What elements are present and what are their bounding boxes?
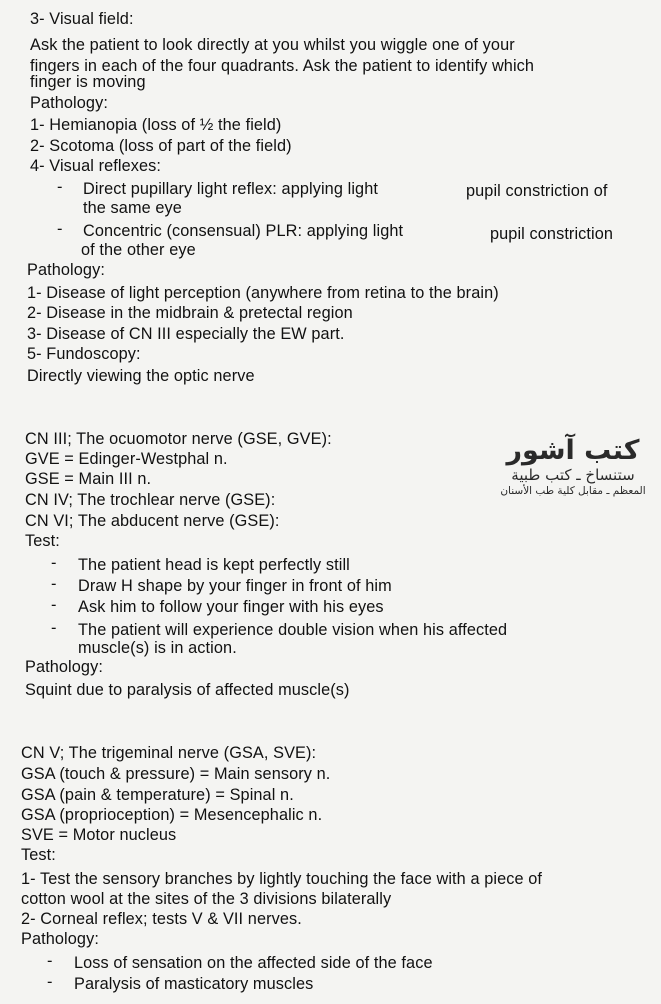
visual-field-instruction-line-3: finger is moving — [30, 73, 146, 91]
stamp-line-3: المعظم ـ مقابل كلية طب الأسنان — [500, 485, 646, 497]
cn6-heading: CN VI; The abducent nerve (GSE): — [25, 512, 280, 530]
trigeminal-pathology-1: Loss of sensation on the affected side of the face — [74, 954, 433, 972]
cn5-heading: CN V; The trigeminal nerve (GSA, SVE): — [21, 744, 317, 762]
visual-field-heading: 3- Visual field: — [30, 10, 134, 28]
oculomotor-test-2: Draw H shape by your finger in front of him — [78, 577, 392, 595]
cn3-gve: GVE = Edinger-Westphal n. — [25, 450, 228, 468]
visual-reflexes-pathology-3: 3- Disease of CN III especially the EW part. — [27, 325, 345, 343]
oculomotor-test-4: The patient will experience double vision when his affected — [78, 621, 508, 639]
oculomotor-test-4-cont: muscle(s) is in action. — [78, 639, 237, 657]
stamp-line-2: ستنساخ ـ كتب طبية — [511, 466, 635, 484]
trigeminal-test-label: Test: — [21, 846, 56, 864]
trigeminal-pathology-label: Pathology: — [21, 930, 99, 948]
visual-reflexes-pathology-label: Pathology: — [27, 261, 105, 279]
visual-reflexes-heading: 4- Visual reflexes: — [30, 157, 162, 175]
stamp-line-1: كتب آشور — [506, 435, 640, 466]
fundoscopy-heading: 5- Fundoscopy: — [27, 345, 141, 363]
bullet-dash: - — [51, 619, 57, 637]
direct-reflex-text-cont: the same eye — [83, 199, 182, 217]
oculomotor-test-label: Test: — [25, 532, 60, 550]
oculomotor-pathology-text: Squint due to paralysis of affected muscle(s) — [25, 681, 350, 699]
visual-field-pathology-label: Pathology: — [30, 94, 108, 112]
cn3-heading: CN III; The ocuomotor nerve (GSE, GVE): — [25, 430, 332, 448]
fundoscopy-text: Directly viewing the optic nerve — [27, 367, 255, 385]
cn5-gsa-proprioception: GSA (proprioception) = Mesencephalic n. — [21, 806, 323, 824]
bookshop-stamp — [488, 436, 658, 508]
consensual-reflex-result: pupil constriction — [490, 225, 614, 243]
visual-reflexes-pathology-2: 2- Disease in the midbrain & pretectal region — [27, 304, 353, 322]
bullet-dash: - — [51, 596, 57, 614]
oculomotor-pathology-label: Pathology: — [25, 658, 103, 676]
bullet-dash: - — [51, 575, 57, 593]
visual-field-instruction-line-1: Ask the patient to look directly at you whilst you wiggle one of your — [30, 36, 515, 54]
trigeminal-test-2: 2- Corneal reflex; tests V & VII nerves. — [21, 910, 302, 928]
trigeminal-test-1-cont: cotton wool at the sites of the 3 divisions bilaterally — [21, 890, 392, 908]
cn3-gse: GSE = Main III n. — [25, 470, 152, 488]
trigeminal-pathology-2: Paralysis of masticatory muscles — [74, 975, 314, 993]
cn5-gsa-pain: GSA (pain & temperature) = Spinal n. — [21, 786, 294, 804]
visual-field-pathology-1: 1- Hemianopia (loss of ½ the field) — [30, 116, 282, 134]
consensual-reflex-text: Concentric (consensual) PLR: applying light — [83, 222, 404, 240]
trigeminal-test-1: 1- Test the sensory branches by lightly touching the face with a piece of — [21, 870, 543, 888]
oculomotor-test-1: The patient head is kept perfectly still — [78, 556, 350, 574]
bullet-dash: - — [47, 952, 53, 970]
bullet-dash: - — [57, 220, 63, 238]
direct-reflex-text: Direct pupillary light reflex: applying light — [83, 180, 378, 198]
bullet-dash: - — [51, 554, 57, 572]
bullet-dash: - — [57, 178, 63, 196]
cn5-sve: SVE = Motor nucleus — [21, 826, 177, 844]
direct-reflex-result: pupil constriction of — [466, 182, 608, 200]
oculomotor-test-3: Ask him to follow your finger with his eyes — [78, 598, 384, 616]
cn5-gsa-touch: GSA (touch & pressure) = Main sensory n. — [21, 765, 331, 783]
visual-reflexes-pathology-1: 1- Disease of light perception (anywhere from retina to the brain) — [27, 284, 499, 302]
consensual-reflex-text-cont: of the other eye — [81, 241, 196, 259]
cn4-heading: CN IV; The trochlear nerve (GSE): — [25, 491, 276, 509]
bullet-dash: - — [47, 973, 53, 991]
visual-field-instruction-line-2: fingers in each of the four quadrants. Ask the patient to identify which — [30, 57, 535, 75]
visual-field-pathology-2: 2- Scotoma (loss of part of the field) — [30, 137, 292, 155]
